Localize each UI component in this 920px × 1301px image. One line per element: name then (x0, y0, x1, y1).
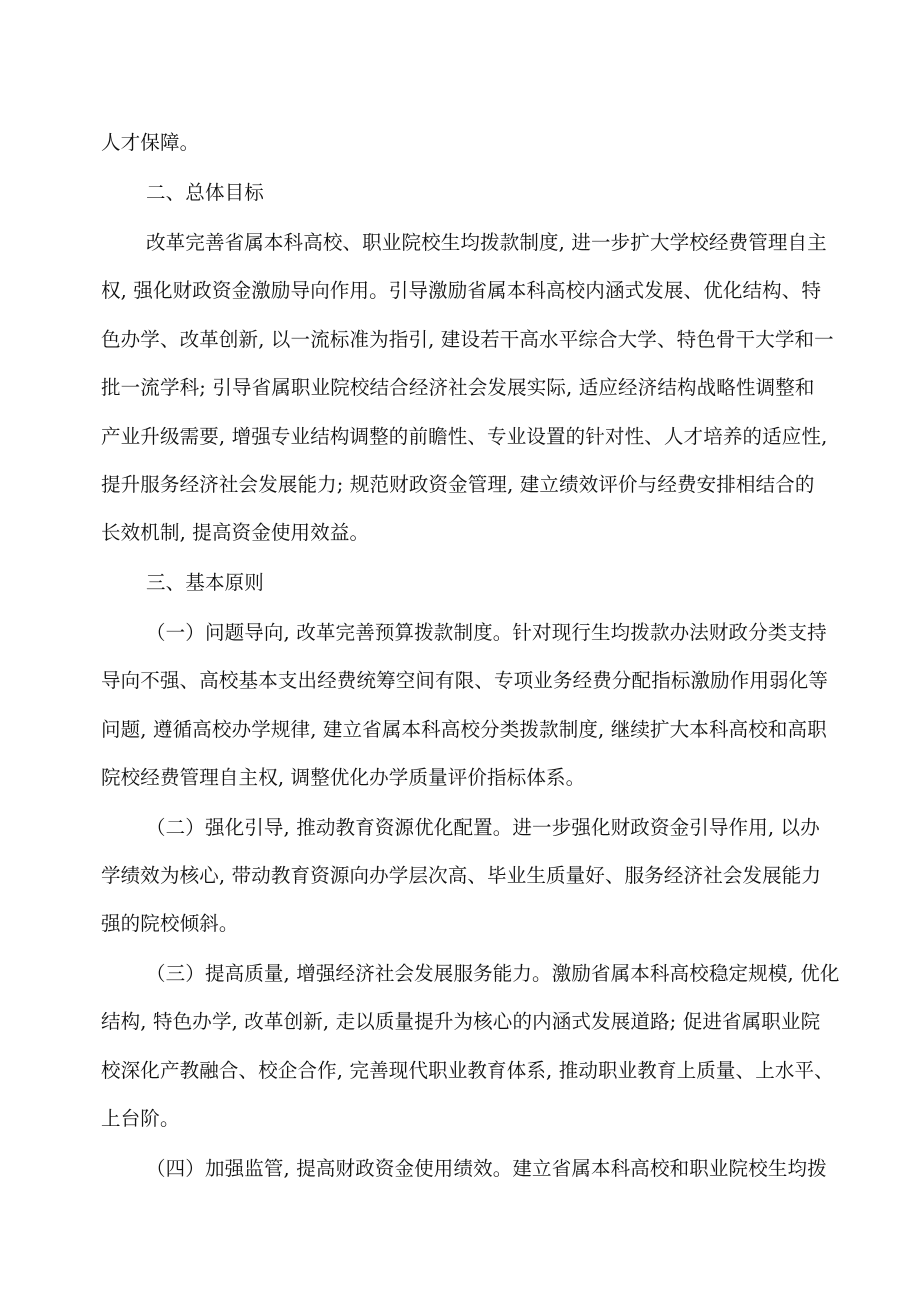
text-line: 强的院校倾斜。 (101, 912, 239, 935)
text-line: 问题, 遵循高校办学规律, 建立省属本科高校分类拨款制度, 继续扩大本科高校和高职 (101, 718, 827, 741)
text-line: 结构, 特色办学, 改革创新, 走以质量提升为核心的内涵式发展道路; 促进省属职业院 (101, 1010, 821, 1033)
text-line: 色办学、改革创新, 以一流标准为指引, 建设若干高水平综合大学、特色骨干大学和一 (101, 328, 834, 351)
text-line: 长效机制, 提高资金使用效益。 (101, 521, 370, 544)
text-line: 改革完善省属本科高校、职业院校生均拨款制度, 进一步扩大学校经费管理自主 (146, 231, 827, 254)
text-line: 权, 强化财政资金激励导向作用。引导激励省属本科高校内涵式发展、优化结构、特 (101, 279, 822, 302)
text-line: 院校经费管理自主权, 调整优化办学质量评价指标体系。 (101, 766, 586, 789)
text-line: 人才保障。 (101, 131, 200, 154)
text-line: 上台阶。 (101, 1107, 180, 1130)
text-line: 批一流学科; 引导省属职业院校结合经济社会发展实际, 适应经济结构战略性调整和 (101, 376, 815, 399)
text-line: （二）强化引导, 推动教育资源优化配置。进一步强化财政资金引导作用, 以办 (146, 816, 820, 839)
text-line: 校深化产教融合、校企合作, 完善现代职业教育体系, 推动职业教育上质量、上水平、 (101, 1059, 834, 1082)
text-line: （三）提高质量, 增强经济社会发展服务能力。激励省属本科高校稳定规模, 优化 (146, 962, 840, 985)
text-line: 学绩效为核心, 带动教育资源向办学层次高、毕业生质量好、服务经济社会发展能力 (101, 864, 822, 887)
text-line: 产业升级需要, 增强专业结构调整的前瞻性、专业设置的针对性、人才培养的适应性, (101, 425, 828, 448)
section-heading-general-goals: 二、总体目标 (146, 181, 264, 204)
text-line: 提升服务经济社会发展能力; 规范财政资金管理, 建立绩效评价与经费安排相结合的 (101, 473, 815, 496)
text-line: 导向不强、高校基本支出经费统筹空间有限、专项业务经费分配指标激励作用弱化等 (101, 669, 829, 692)
section-heading-basic-principles: 三、基本原则 (146, 571, 264, 594)
text-line: （一）问题导向, 改革完善预算拨款制度。针对现行生均拨款办法财政分类支持 (146, 621, 827, 644)
text-line: （四）加强监管, 提高财政资金使用绩效。建立省属本科高校和职业院校生均拨 (146, 1157, 827, 1180)
